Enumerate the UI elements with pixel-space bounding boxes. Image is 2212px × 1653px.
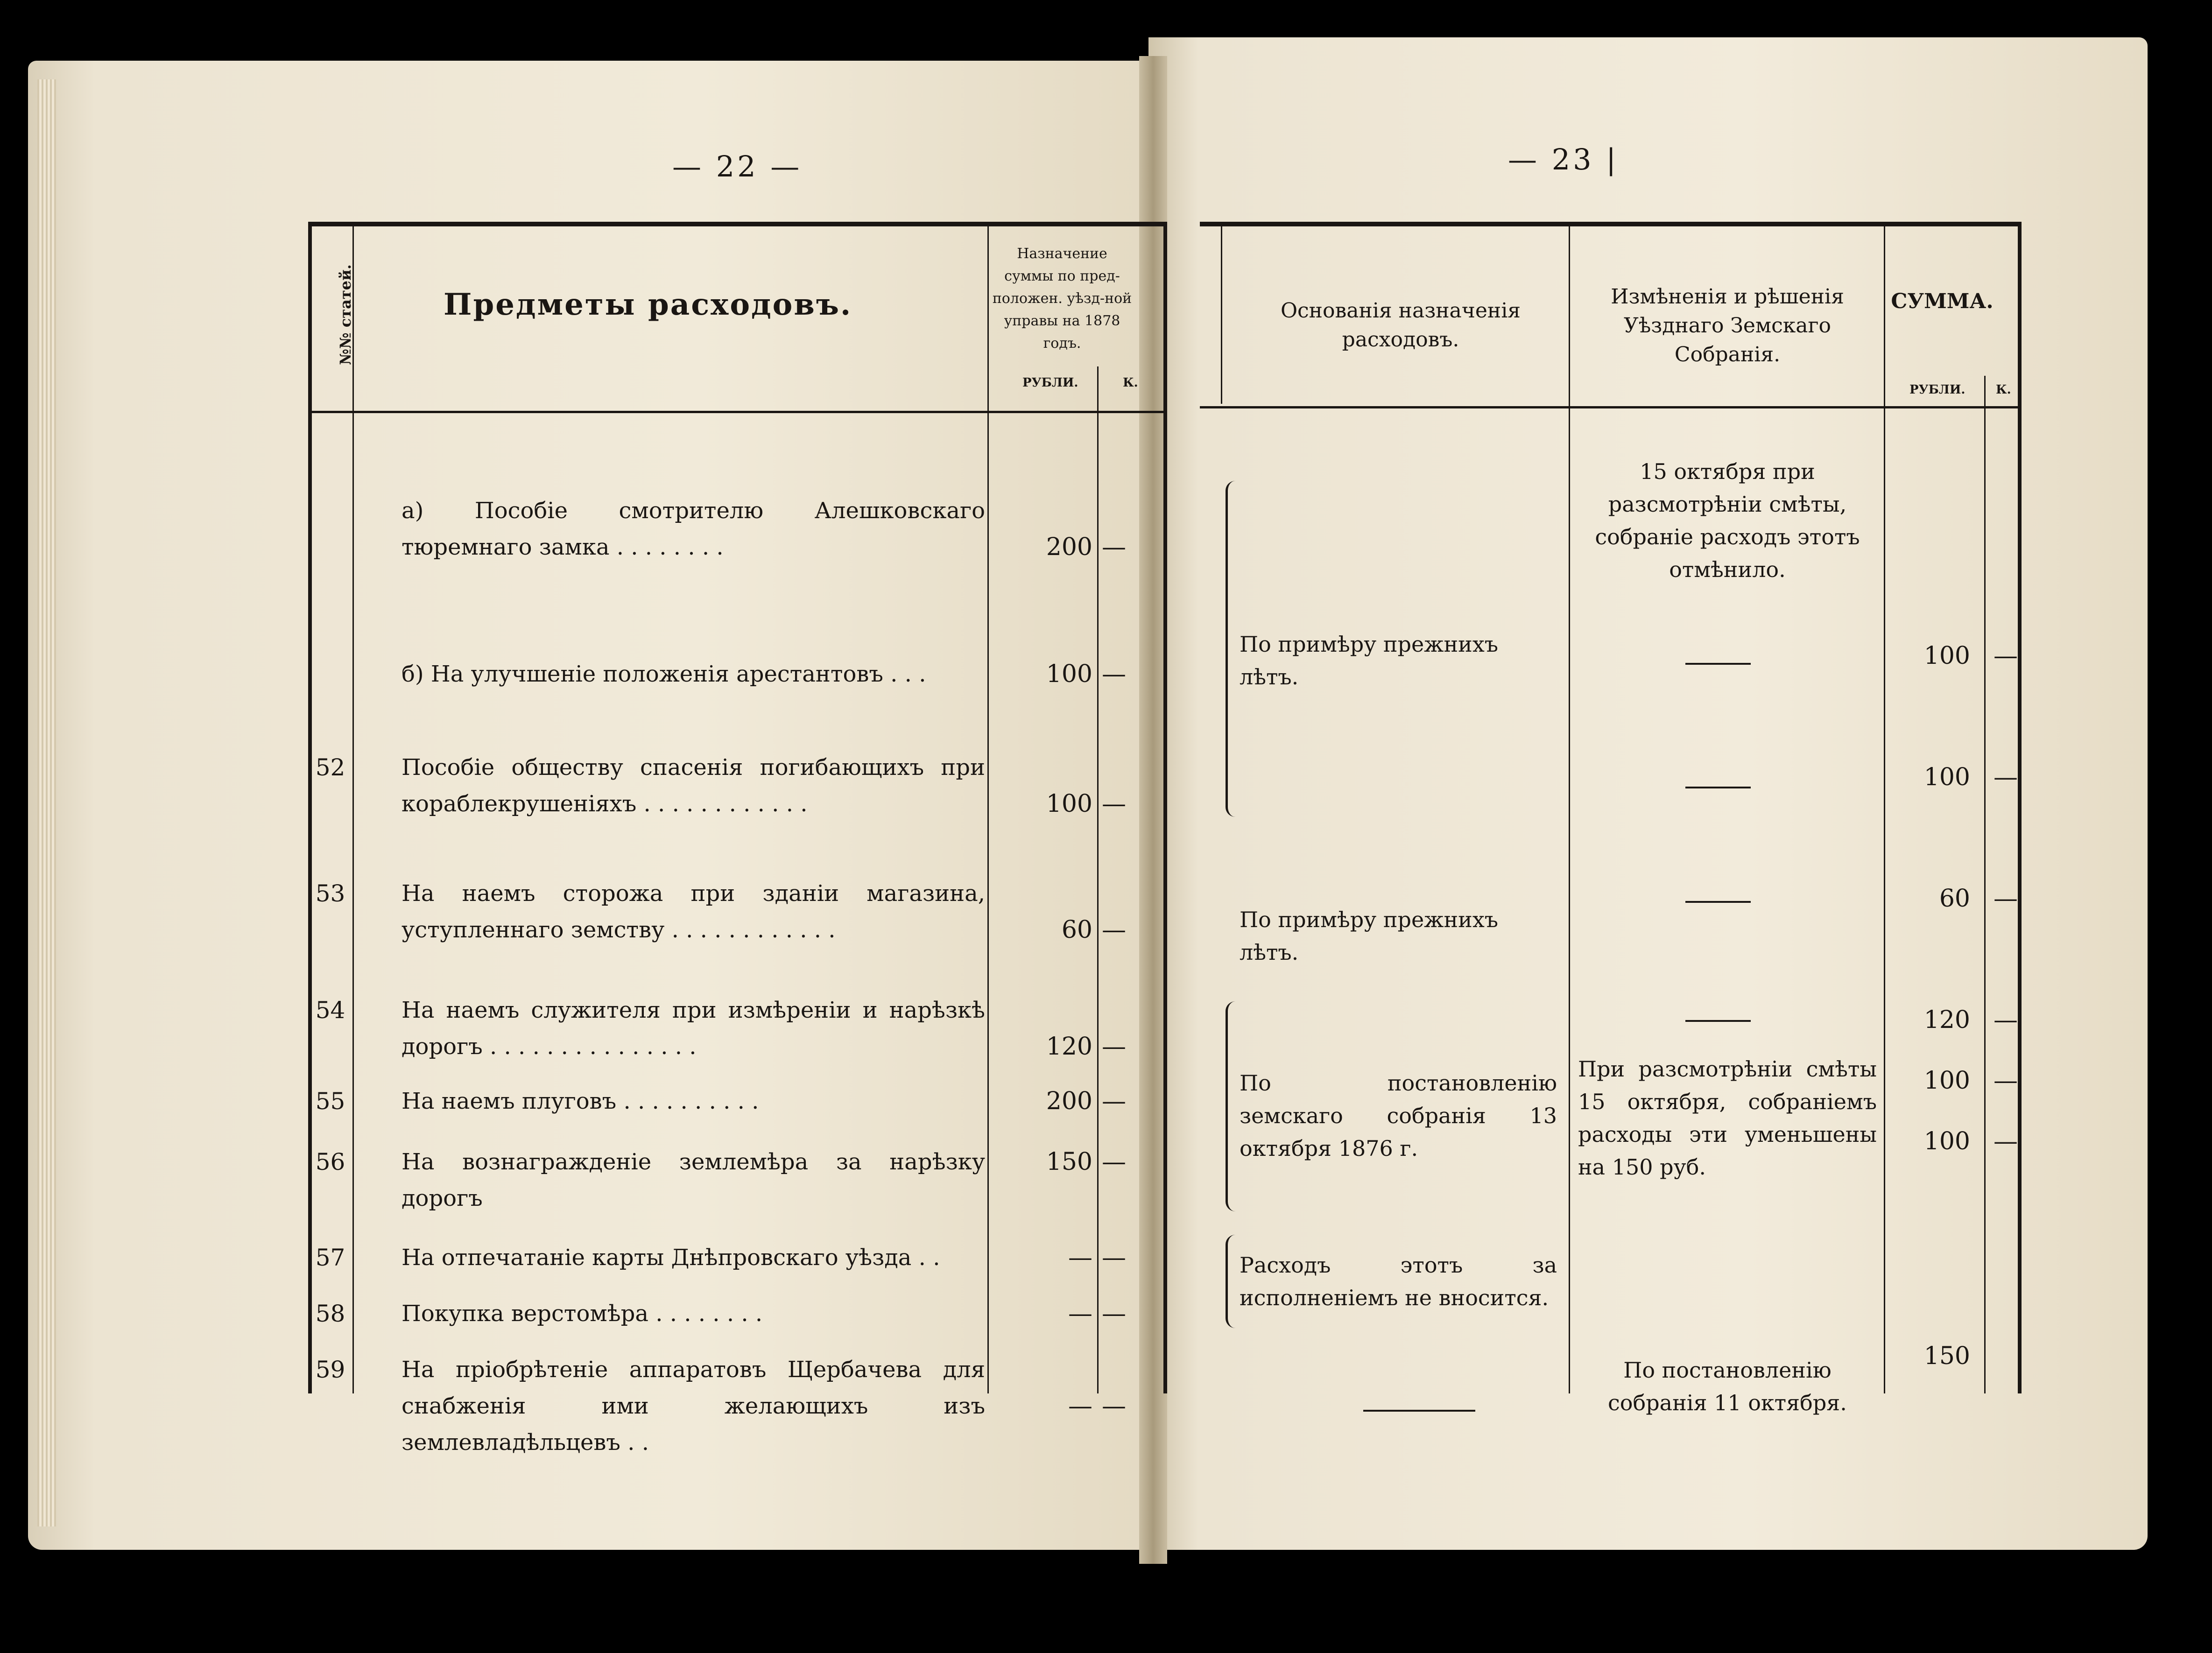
- row-kopecks: —: [1102, 1392, 1126, 1420]
- row-number: 58: [315, 1300, 345, 1327]
- right-expense-table: [1200, 222, 2022, 1415]
- basis-text: По примѣру прежнихъ лѣтъ.: [1240, 907, 1499, 965]
- row-kopecks: —: [1102, 790, 1126, 818]
- sum-kopecks: —: [1994, 763, 2018, 791]
- sum-amount: 120: [1923, 1006, 1970, 1034]
- table-row: [308, 1239, 1167, 1277]
- column-divider: [1984, 376, 1986, 1393]
- row-text: а) Пособіе смотрителю Алешковскаго тюремнаго замка . . . . . . . .: [402, 498, 985, 560]
- row-text: На наемъ сторожа при зданіи магазина, уступленнаго земству . . . . . . . . . . . .: [402, 880, 985, 943]
- items-column-header: №№ статей.: [337, 264, 354, 365]
- row-amount: 120: [1046, 1033, 1092, 1061]
- sum-amount: 100: [1923, 1067, 1970, 1095]
- row-number: 53: [315, 880, 345, 907]
- row-text: На вознагражденіе землемѣра за нарѣзку дорогъ: [402, 1149, 985, 1211]
- table-row: [308, 1295, 1167, 1333]
- table-header-rule: [1200, 406, 2022, 408]
- row-number: 54: [315, 997, 345, 1024]
- blank-line: [1685, 787, 1751, 788]
- table-row: [308, 875, 1167, 950]
- row-kopecks: —: [1102, 1148, 1126, 1176]
- rubles-header: РУБЛИ.: [1909, 383, 1965, 397]
- table-row: [308, 1083, 1167, 1120]
- row-text: Покупка верстомѣра . . . . . . . .: [402, 1301, 763, 1327]
- row-text: На отпечатаніе карты Днѣпровскаго уѣзда . .: [402, 1245, 940, 1271]
- row-kopecks: —: [1102, 1033, 1126, 1061]
- row-text: б) На улучшеніе положенія арестантовъ . . .: [402, 661, 926, 687]
- row-number: 59: [315, 1356, 345, 1383]
- decision-text: При разсмотрѣніи смѣты 15 октября, собраніемъ расходы эти уменьшены на 150 руб.: [1578, 1056, 1877, 1180]
- left-page-number: — 22 —: [672, 149, 803, 183]
- row-text: На наемъ плуговъ . . . . . . . . . .: [402, 1088, 759, 1114]
- kopecks-header: К.: [1123, 376, 1138, 390]
- row-kopecks: —: [1102, 1087, 1126, 1115]
- table-header-rule: [308, 411, 1167, 413]
- sum-kopecks: —: [1994, 1006, 2018, 1034]
- row-amount: 150: [1046, 1148, 1092, 1176]
- basis-text: По примѣру прежнихъ лѣтъ.: [1240, 632, 1499, 689]
- table-row: [308, 1144, 1167, 1211]
- column-divider: [1569, 226, 1570, 1393]
- sum-amount: 100: [1923, 763, 1970, 791]
- grouping-brace: [1226, 481, 1235, 817]
- row-amount: —: [1068, 1244, 1092, 1272]
- sum-column-header: СУММА.: [1891, 289, 1994, 313]
- table-row: [308, 749, 1167, 824]
- row-amount: 100: [1046, 660, 1092, 688]
- basis-text: Расходъ этотъ за исполненіемъ не вносится.: [1240, 1252, 1557, 1310]
- blank-line: [1685, 901, 1751, 903]
- kopecks-header: К.: [1996, 383, 2011, 397]
- sum-kopecks: —: [1994, 885, 2018, 913]
- blank-line: [1685, 1020, 1751, 1022]
- decision-text: 15 октября при разсмотрѣніи смѣты, собраніе расходъ этотъ отмѣнило.: [1595, 459, 1860, 582]
- row-text: На пріобрѣтеніе аппаратовъ Щербачева для снабженія ими желающихъ изъ землевладѣльцевъ . .: [402, 1357, 985, 1456]
- column-divider: [1221, 226, 1222, 404]
- row-kopecks: —: [1102, 1300, 1126, 1328]
- row-kopecks: —: [1102, 1244, 1126, 1272]
- row-amount: 60: [1061, 916, 1092, 944]
- basis-column-header: Основанія назначенія расходовъ.: [1280, 299, 1521, 352]
- rubles-header: РУБЛИ.: [1022, 376, 1078, 390]
- row-text: На наемъ служителя при измѣреніи и нарѣзкѣ дорогъ . . . . . . . . . . . . . . .: [402, 997, 985, 1060]
- table-top-rule: [308, 222, 1167, 226]
- row-kopecks: —: [1102, 533, 1126, 561]
- row-number: 52: [315, 754, 345, 781]
- table-row: [308, 992, 1167, 1067]
- sum-amount: 60: [1939, 885, 1970, 913]
- row-kopecks: —: [1102, 916, 1126, 944]
- sum-amount: 150: [1923, 1342, 1970, 1370]
- row-amount: —: [1068, 1392, 1092, 1420]
- row-number: 55: [315, 1088, 345, 1115]
- row-kopecks: —: [1102, 660, 1126, 688]
- left-expense-table: [308, 222, 1167, 1456]
- column-divider: [1884, 226, 1885, 1393]
- basis-text: По постановленію земскаго собранія 13 октября 1876 г.: [1240, 1070, 1557, 1161]
- open-book: [28, 37, 2148, 1587]
- row-number: 56: [315, 1148, 345, 1175]
- sum-kopecks: —: [1994, 1127, 2018, 1155]
- sum-kopecks: —: [1994, 642, 2018, 670]
- row-amount: 100: [1046, 790, 1092, 818]
- grouping-brace: [1226, 1001, 1235, 1211]
- sum-amount: 100: [1923, 1127, 1970, 1155]
- table-title: Предметы расходовъ.: [444, 287, 852, 322]
- table-right-border: [2018, 222, 2022, 1393]
- sum-kopecks: —: [1994, 1067, 2018, 1095]
- row-amount: 200: [1046, 533, 1092, 561]
- blank-line: [1363, 1410, 1475, 1412]
- row-amount: —: [1068, 1300, 1092, 1328]
- row-amount: 200: [1046, 1087, 1092, 1115]
- sum-amount: 100: [1923, 642, 1970, 670]
- right-page-number: — 23 |: [1508, 142, 1619, 176]
- blank-line: [1685, 663, 1751, 665]
- table-row: [308, 492, 1167, 567]
- table-row: [308, 656, 1167, 693]
- row-number: 57: [315, 1244, 345, 1271]
- sum-column-header: Назначение суммы по пред-положен. уѣзд-ной управы на 1878 годъ.: [992, 246, 1132, 352]
- table-row: [308, 1351, 1167, 1456]
- decision-text: По постановленію собранія 11 октября.: [1608, 1358, 1847, 1415]
- table-top-rule: [1200, 222, 2022, 226]
- changes-column-header: Измѣненія и рѣшенія Уѣзднаго Земскаго Собранія.: [1611, 285, 1844, 366]
- row-text: Пособіе обществу спасенія погибающихъ при кораблекрушеніяхъ . . . . . . . . . . . .: [402, 754, 985, 817]
- grouping-brace: [1226, 1235, 1235, 1328]
